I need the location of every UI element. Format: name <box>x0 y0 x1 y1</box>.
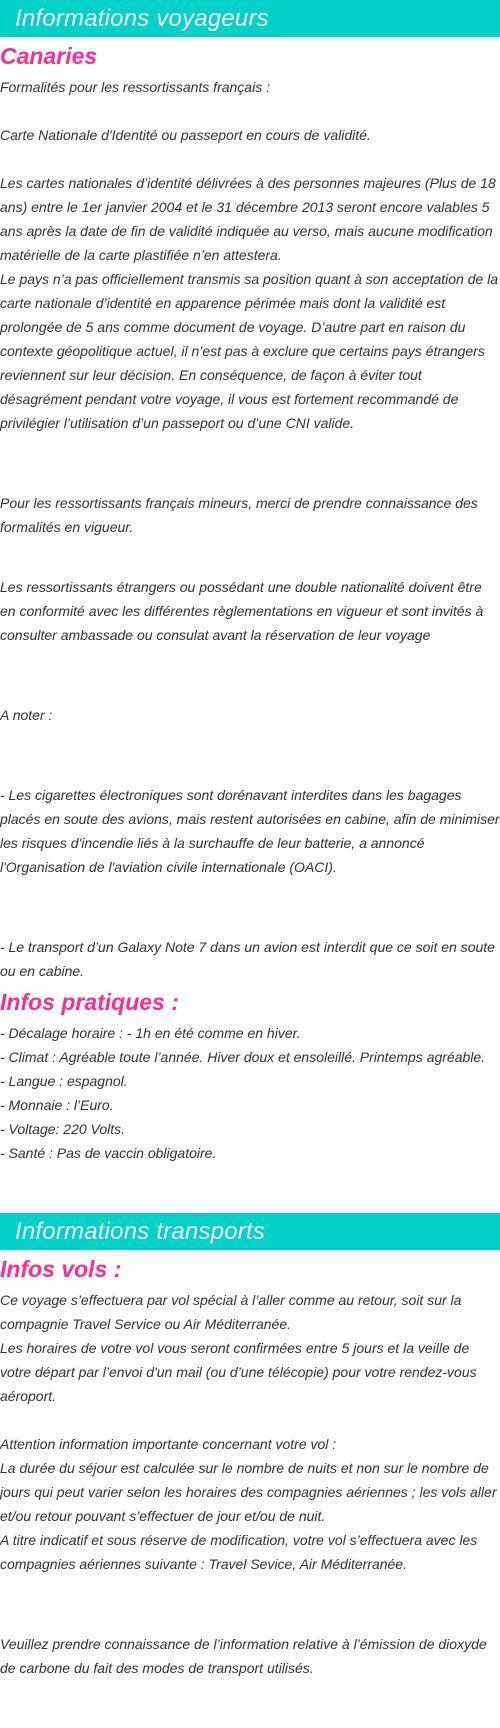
infos-pratiques-block <box>0 987 500 1165</box>
section-title: Informations transports <box>15 1218 266 1245</box>
infos-vols-block <box>0 1254 500 1680</box>
paragraph-a-noter: A noter : <box>0 707 53 723</box>
paragraph-attention-vol: Attention information importante concernant votre vol : La durée du séjour est calculée sur le nombre de nuits et non sur le nombre de jours qui peut varier selon les horaires des compagnies aériennes ; les vols aller et/ou retour pouvant s’effectuer de jour et/ou de nuit. A titre indicatif et sous réserve de modification, votre vol s’effectuera avec les compagnies aériennes suivante : Travel Sevice, Air Méditerranée. <box>0 1436 497 1572</box>
paragraph-formalites: Formalités pour les ressortissants français : <box>0 79 270 95</box>
section-banner-voyageurs <box>0 0 500 37</box>
canaries-heading: Canaries <box>0 43 98 69</box>
paragraph-etrangers: Les ressortissants étrangers ou possédant une double nationalité doivent être en conformité avec les différentes règlementations en vigueur et sont invités à consulter ambassade ou consulat avant la réservation de leur voyage <box>0 579 484 643</box>
infos-pratiques-list: - Décalage horaire : - 1h en été comme en hiver. - Climat : Agréable toute l’année. Hiver doux et ensoleillé. Printemps agréable. - Langue : espagnol. - Monnaie : l’Euro. - Voltage: 220 Volts. - Santé : Pas de vaccin obligatoire. <box>0 1025 486 1161</box>
paragraph-galaxy-note: - Le transport d’un Galaxy Note 7 dans un avion est interdit que ce soit en soute ou en cabine. <box>0 939 495 979</box>
canaries-block <box>0 41 500 983</box>
section-title: Informations voyageurs <box>15 5 269 32</box>
infos-pratiques-heading: Infos pratiques : <box>0 989 179 1015</box>
paragraph-co2: Veuillez prendre connaissance de l’information relative à l’émission de dioxyde de carbone du fait des modes de transport utilisés. <box>0 1636 487 1676</box>
infos-vols-heading: Infos vols : <box>0 1256 122 1282</box>
section-banner-transports <box>0 1213 500 1250</box>
paragraph-cni: Carte Nationale d'Identité ou passeport en cours de validité. <box>0 127 371 143</box>
paragraph-cigarettes: - Les cigarettes électroniques sont dorénavant interdites dans les bagages placés en soute des avions, mais restent autorisées en cabine, afin de minimiser les risques d'incendie liés à la surchauffe de leur batterie, a annoncé l'Organisation de l'aviation civile internationale (OACI). <box>0 787 500 875</box>
paragraph-cni-validite: Les cartes nationales d’identité délivrées à des personnes majeures (Plus de 18 ans) entre le 1er janvier 2004 et le 31 décembre 2013 seront encore valables 5 ans après la date de fin de validité indiquée au verso, mais aucune modification matérielle de la carte plastifiée n’en attestera. Le pays n’a pas officiellement transmis sa position quant à son acceptation de la carte nationale d’identité en apparence périmée mais dont la validité est prolongée de 5 ans comme document de voyage. D’autre part en raison du contexte géopolitique actuel, il n’est pas à exclure que certains pays étrangers reviennent sur leur décision. En conséquence, de façon à éviter tout désagrément pendant votre voyage, il vous est fortement recommandé de privilégier l’utilisation d’un passeport ou d’une CNI valide. <box>0 175 499 431</box>
paragraph-vol-special: Ce voyage s’effectuera par vol spécial à l’aller comme au retour, soit sur la compagnie Travel Service ou Air Méditerranée. Les horaires de votre vol vous seront confirmées entre 5 jours et la veille de votre départ par l’envoi d'un mail (ou d’une télécopie) pour votre rendez-vous aéroport. <box>0 1292 477 1404</box>
paragraph-mineurs: Pour les ressortissants français mineurs, merci de prendre connaissance des formalités en vigueur. <box>0 495 478 535</box>
